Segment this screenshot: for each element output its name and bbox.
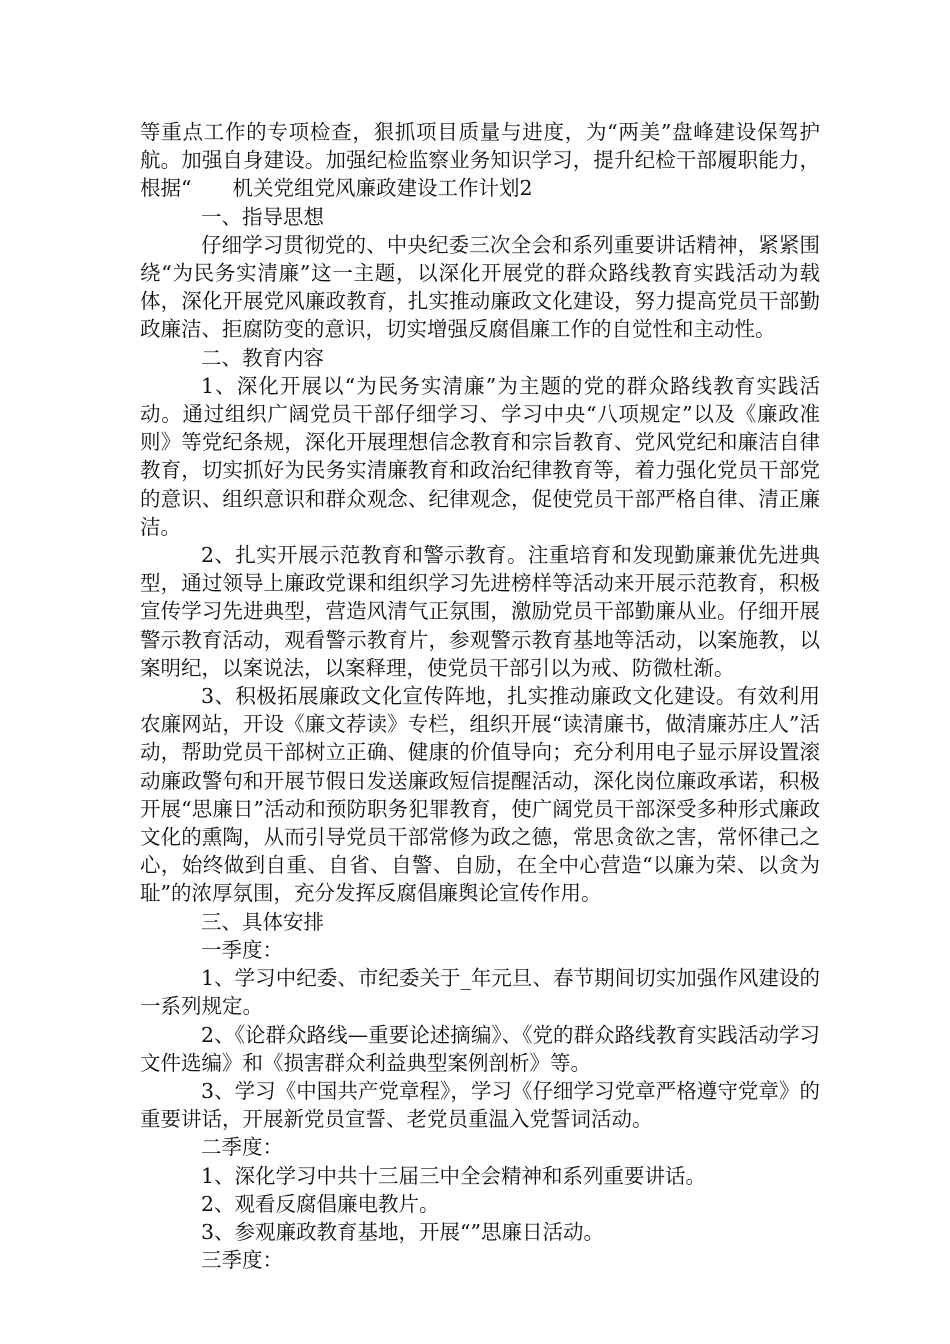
paragraph-guiding-ideology: 仔细学习贯彻党的、中央纪委三次全会和系列重要讲话精神，紧紧围绕“为民务实清廉”这一主题，以深化开展党的群众路线教育实践活动为载体，深化开展党风廉政教育，扎实推动廉政文化建设，努力提高党员干部勤政廉洁、拒腐防变的意识，切实增强反腐倡廉工作的自觉性和主动性。 [140,232,820,342]
section-heading-guiding-ideology: 一、指导思想 [201,204,324,229]
q1-item-1: 1、学习中纪委、市纪委关于_年元旦、春节期间切实加强作风建设的一系列规定。 [140,966,820,1019]
paragraph-education-item-1: 1、深化开展以“为民务实清廉”为主题的党的群众路线教育实践活动。通过组织广阔党员干部仔细学习、学习中央“八项规定”以及《廉政准则》等党纪条规，深化开展理想信念教育和宗旨教育、党风党纪和廉洁自律教育，切实抓好为民务实清廉教育和政治纪律教育等，着力强化党员干部党的意识、组织意识和群众观念、纪律观念，促使党员干部严格自律、清正廉洁。 [140,373,820,539]
quarter-heading-q3: 三季度： [201,1248,283,1273]
section-heading-education-content: 二、教育内容 [201,345,324,370]
q2-item-2: 2、观看反腐倡廉电教片。 [201,1191,440,1216]
paragraph-education-item-2: 2、扎实开展示范教育和警示教育。注重培育和发现勤廉兼优先进典型，通过领导上廉政党课和组织学习先进榜样等活动来开展示范教育，积极宣传学习先进典型，营造风清气正氛围，激励党员干部勤廉从业。仔细开展警示教育活动，观看警示教育片，参观警示教育基地等活动，以案施教，以案明纪，以案说法，以案释理，使党员干部引以为戒、防微杜渐。 [140,543,820,680]
q2-item-3: 3、参观廉政教育基地，开展“”思廉日活动。 [201,1219,605,1244]
paragraph-education-item-3: 3、积极拓展廉政文化宣传阵地，扎实推动廉政文化建设。有效利用农廉网站，开设《廉文荐读》专栏，组织开展“读清廉书，做清廉苏庄人”活动，帮助党员干部树立正确、健康的价值导向；充分利用电子显示屏设置滚动廉政警句和开展节假日发送廉政短信提醒活动，深化岗位廉政承诺，积极开展“思廉日”活动和预防职务犯罪教育，使广阔党员干部深受多种形式廉政文化的熏陶，从而引导党员干部常修为政之德，常思贪欲之害，常怀律己之心，始终做到自重、自省、自警、自励，在全中心营造“以廉为荣、以贪为耻”的浓厚氛围，充分发挥反腐倡廉舆论宣传作用。 [140,684,820,906]
q1-item-3: 3、学习《中国共产党章程》，学习《仔细学习党章严格遵守党章》的重要讲话，开展新党员宣誓、老党员重温入党誓词活动。 [140,1078,820,1132]
q2-item-1: 1、深化学习中共十三届三中全会精神和系列重要讲话。 [201,1163,707,1188]
quarter-heading-q1: 一季度： [201,937,283,962]
document-page [140,118,820,1274]
quarter-heading-q2: 二季度： [201,1135,283,1160]
section-heading-arrangement: 三、具体安排 [201,909,324,934]
paragraph-continuation: 等重点工作的专项检查，狠抓项目质量与进度，为“两美”盘峰建设保驾护航。加强自身建设。加强纪检监察业务知识学习，提升纪检干部履职能力，根据“ 机关党组党风廉政建设工作计划2 [140,120,820,201]
q1-item-2: 2、《论群众路线—重要论述摘编》、《党的群众路线教育实践活动学习文件选编》和《损害群众利益典型案例剖析》等。 [140,1022,820,1075]
